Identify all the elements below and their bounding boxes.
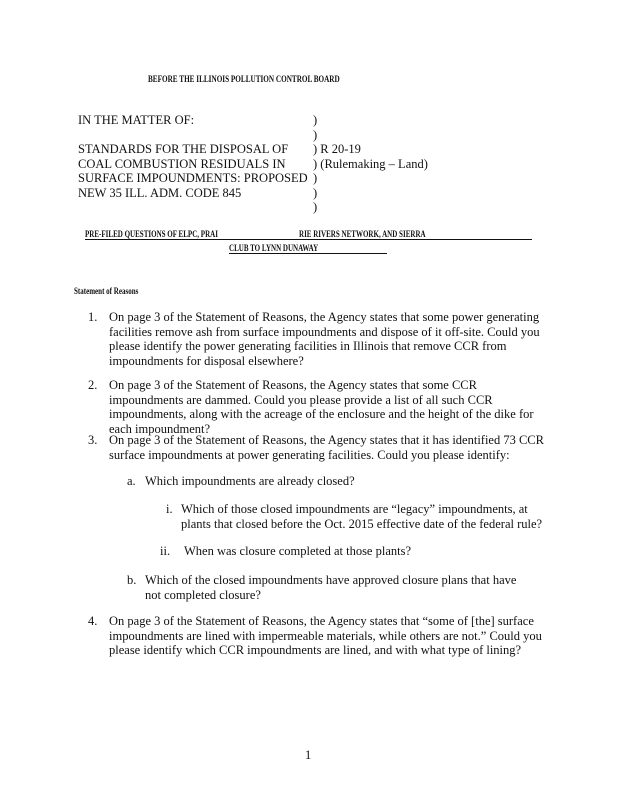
caption-left-line: NEW 35 ILL. ADM. CODE 845 <box>78 185 242 200</box>
question-text: On page 3 of the Statement of Reasons, the Agency states that “some of [the] surface impoundments are lined with impermeable materials, while others are not.” Could you please identify which CCR impoundments are lined, and with what type of lining? <box>109 614 542 657</box>
prefiled-title-line2: CLUB TO LYNN DUNAWAY <box>229 243 319 253</box>
caption-left-line: SURFACE IMPOUNDMENTS: PROPOSED <box>78 171 308 185</box>
question-number: 2. <box>88 378 98 392</box>
caption-right-line: ) <box>313 185 318 200</box>
caption-right-line: ) <box>313 171 318 185</box>
question-number: b. <box>127 573 137 587</box>
caption-right-line: ) <box>313 127 318 142</box>
question-number: a. <box>127 474 136 488</box>
prefiled-underline-1 <box>85 239 532 240</box>
caption-right <box>313 113 428 215</box>
prefiled-title-right: RIE RIVERS NETWORK, AND SIERRA <box>299 229 426 239</box>
question-text: When was closure completed at those plants? <box>184 544 412 558</box>
question-number: 3. <box>88 433 98 447</box>
caption-right-line: ) <box>313 113 318 127</box>
caption-right-line: ) (Rulemaking – Land) <box>313 156 428 171</box>
caption-left-line: STANDARDS FOR THE DISPOSAL OF <box>78 142 289 156</box>
question-text: Which of those closed impoundments are “legacy” impoundments, at plants that closed before the Oct. 2015 effective date of the federal rule? <box>181 502 543 531</box>
caption-right-line: ) R 20-19 <box>313 142 361 156</box>
caption-left-line <box>78 128 308 143</box>
question-text: On page 3 of the Statement of Reasons, the Agency states that it has identified 73 CCR surface impoundments at power generating facilities. Could you please identify: <box>109 433 544 462</box>
page-number: 1 <box>305 748 312 762</box>
board-title: BEFORE THE ILLINOIS POLLUTION CONTROL BOARD <box>148 74 340 84</box>
question-number: i. <box>166 502 173 516</box>
question-text: On page 3 of the Statement of Reasons, the Agency states that some power generating facilities remove ash from surface impoundments and dispose of it off-site. Could you please identify the power generating facilities in Illinois that remove CCR from impoundments for disposal elsewhere? <box>109 310 540 368</box>
question-number: 1. <box>88 310 98 324</box>
question-text: On page 3 of the Statement of Reasons, the Agency states that some CCR impoundments are dammed. Could you please provide a list of all such CCR impoundments, along with the acreage of the enclosure and the height of the dike for each impoundment? <box>109 378 534 436</box>
section-heading: Statement of Reasons <box>74 286 139 296</box>
question-number: 4. <box>88 614 98 628</box>
question-number: ii. <box>160 544 171 558</box>
caption-left <box>78 113 308 200</box>
question-text: Which of the closed impoundments have approved closure plans that have not completed closure? <box>145 573 517 602</box>
caption-left-line: COAL COMBUSTION RESIDUALS IN <box>78 156 286 171</box>
caption-right-line: ) <box>313 200 318 214</box>
prefiled-title-left: PRE-FILED QUESTIONS OF ELPC, PRAI <box>85 229 218 239</box>
question-text: Which impoundments are already closed? <box>145 474 355 488</box>
caption-left-line: IN THE MATTER OF: <box>78 113 195 127</box>
prefiled-underline-2 <box>229 253 387 254</box>
